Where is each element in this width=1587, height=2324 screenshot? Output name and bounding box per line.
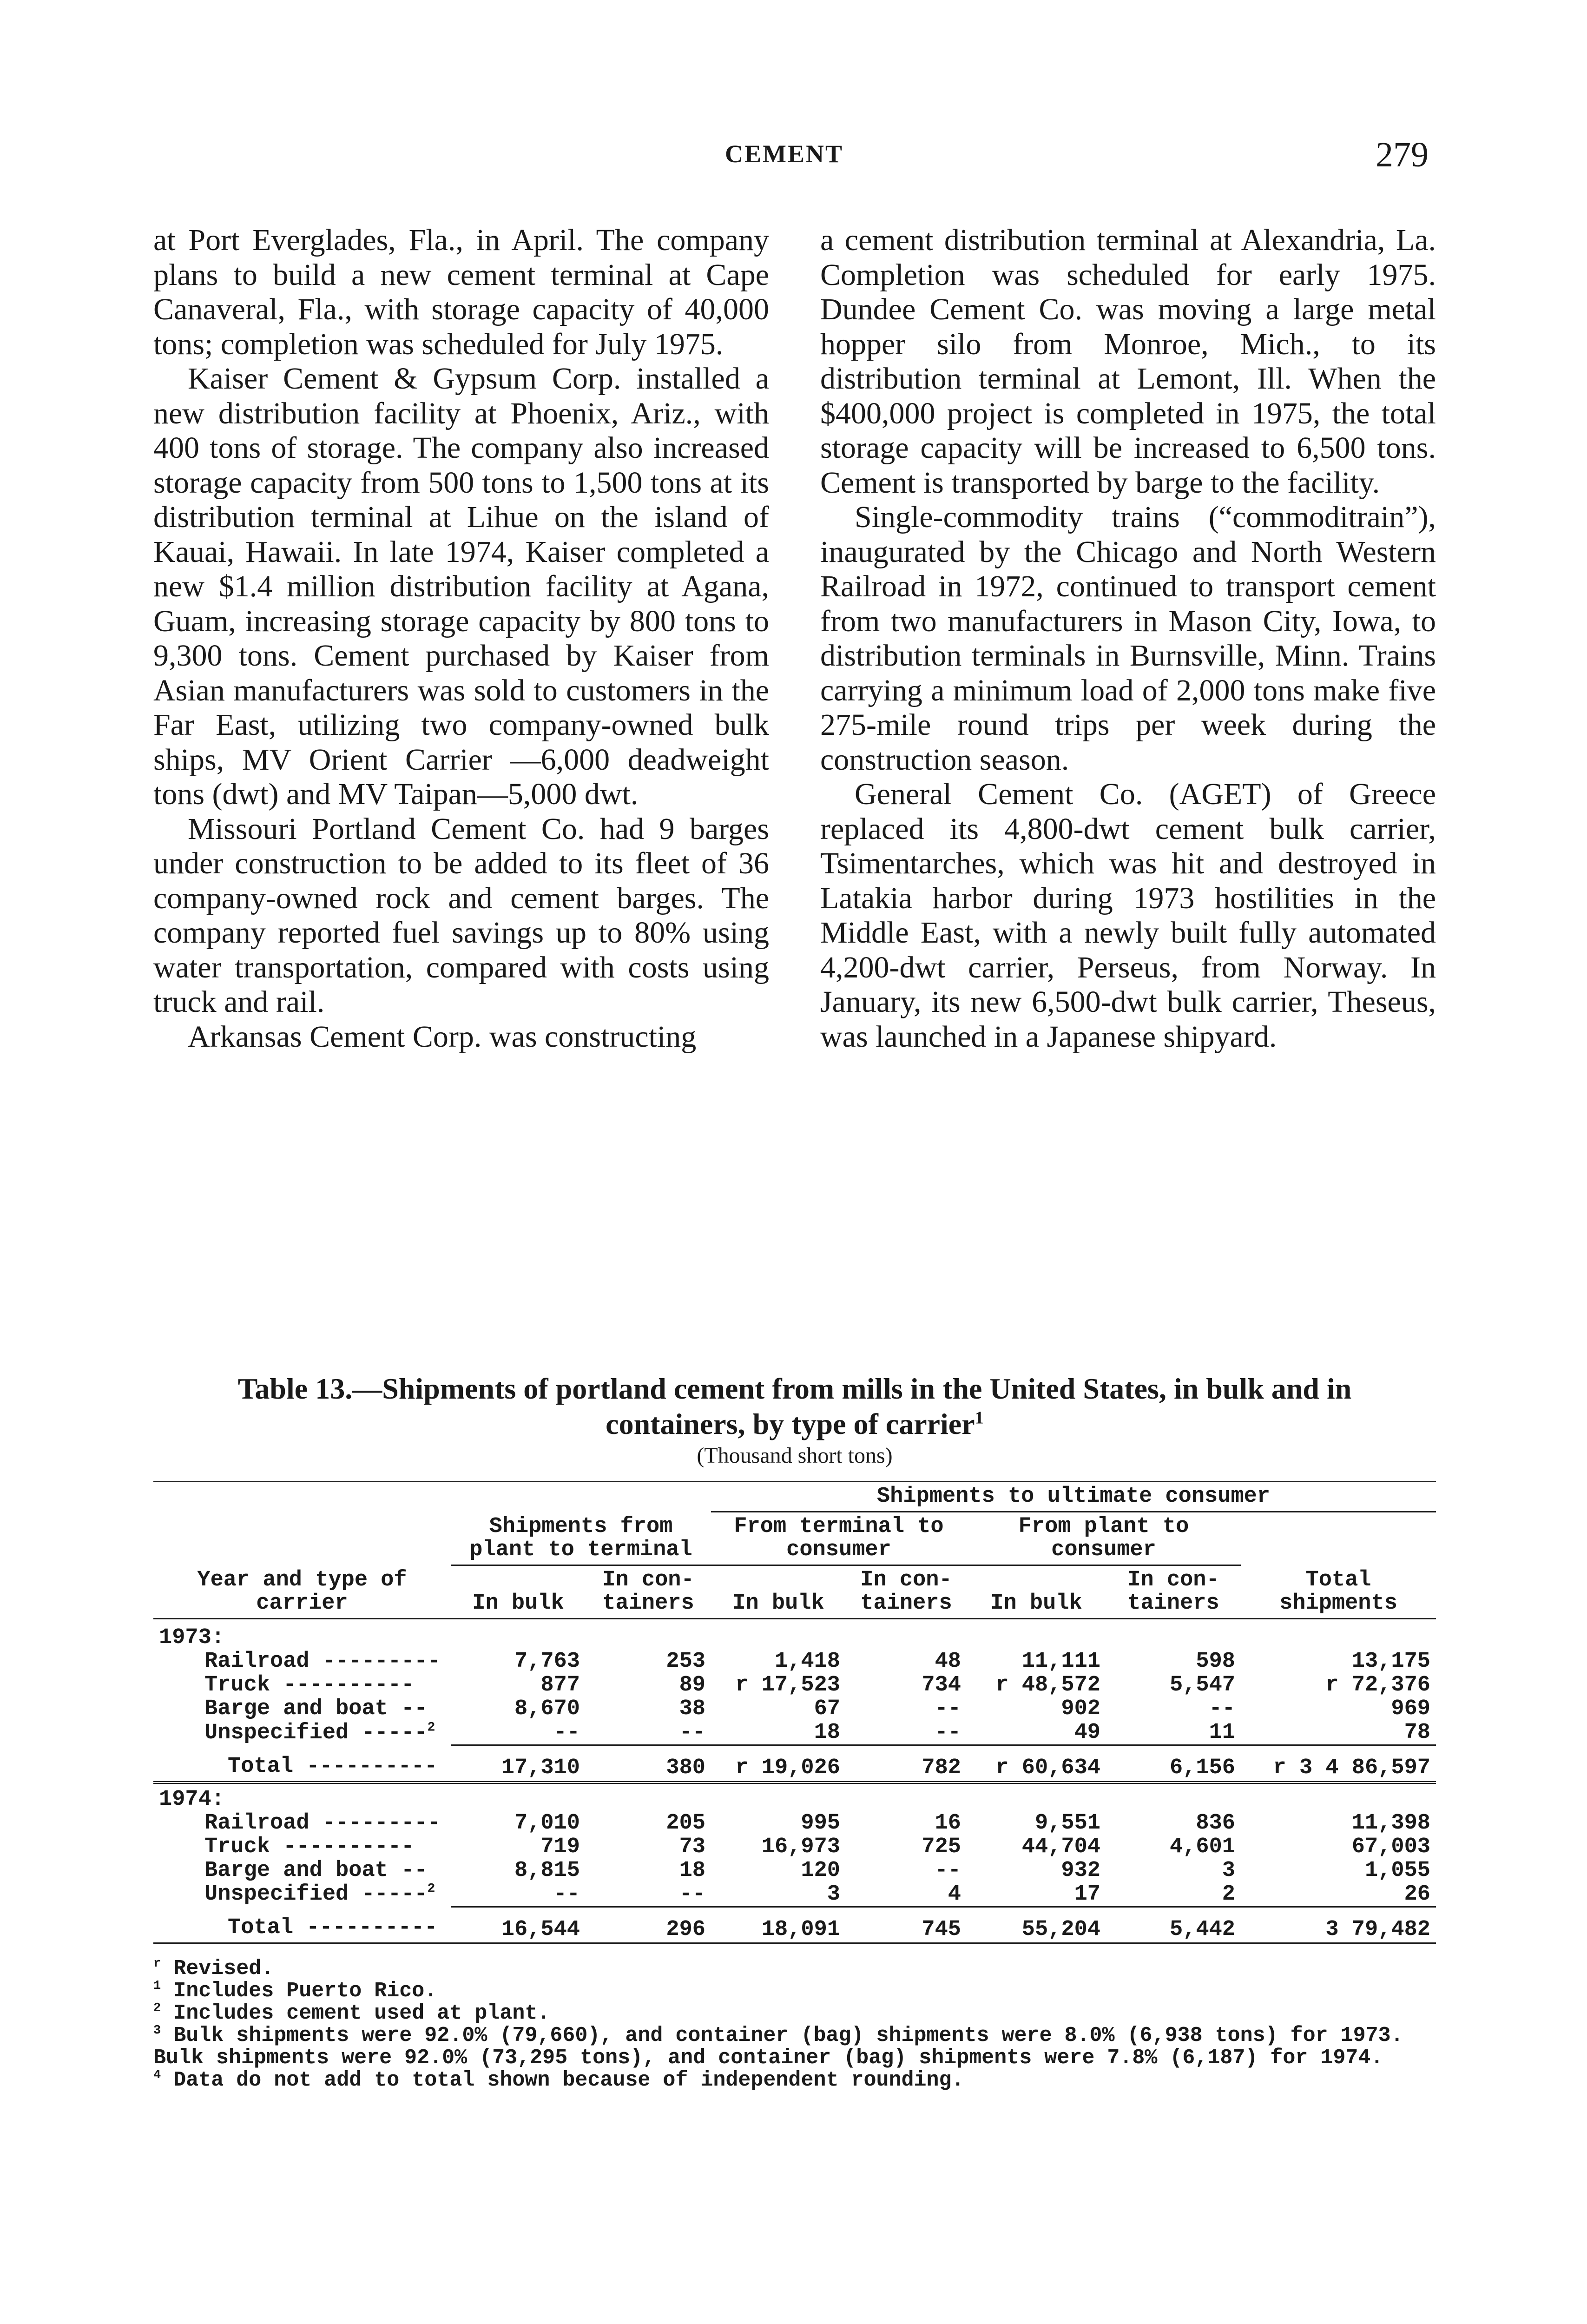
cell: 26	[1404, 1882, 1430, 1907]
year-label: 1973:	[159, 1625, 225, 1650]
row-label	[153, 1882, 451, 1907]
paragraph: at Port Everglades, Fla., in April. The company plans to build a new cement terminal at Cape Canaveral, Fla., with storage capacity of 40,000 tons; completion was scheduled for July 1975.	[153, 223, 769, 361]
footnote-text: Includes cement used at plant.	[173, 2001, 550, 2025]
total-row	[153, 1745, 1436, 1783]
cell: 3	[827, 1882, 840, 1907]
footnote-mark: r	[153, 1957, 161, 1971]
table-title	[153, 1371, 1436, 1442]
cell: 4,601	[1169, 1834, 1235, 1859]
cell: 969	[1391, 1697, 1430, 1721]
paragraph: a cement distribution terminal at Alexandria, La. Completion was scheduled for early 1975. Dundee Cement Co. was moving a large metal hopper silo from Monroe, Mich., to its distribution terminal at Lemont, Ill. When the $400,000 project is completed in 1975, the total storage capacity will be increased to 6,500 tons. Cement is transported by barge to the facility.	[820, 223, 1436, 500]
cell: 16,973	[761, 1834, 840, 1859]
cell: 11,398	[1351, 1810, 1430, 1835]
body-columns	[153, 223, 1436, 1054]
cell: 3	[1222, 1858, 1235, 1883]
row-label-text: Unspecified -----	[204, 1882, 428, 1907]
cell: 49	[1074, 1720, 1100, 1745]
row-label	[153, 1721, 451, 1745]
table-row	[153, 1721, 1436, 1745]
cell: 16,544	[451, 1907, 586, 1943]
cell: 205	[666, 1810, 705, 1835]
cell: 18	[679, 1858, 705, 1883]
cell: 1,418	[774, 1649, 840, 1674]
cell: 17	[1074, 1882, 1100, 1907]
cell: 3 79,482	[1241, 1907, 1436, 1943]
footnote-text: Data do not add to total shown because of independent rounding.	[173, 2068, 964, 2092]
paragraph: Arkansas Cement Corp. was constructing	[188, 1019, 697, 1054]
total-shipments-header: Total shipments	[1241, 1512, 1436, 1619]
cell: 55,204	[967, 1907, 1106, 1943]
cell: 902	[1061, 1697, 1100, 1721]
cell: 78	[1404, 1720, 1430, 1745]
row-label: Railroad ---------	[204, 1649, 441, 1674]
cell: 18,091	[711, 1907, 846, 1943]
cell: 877	[540, 1673, 580, 1697]
cell: --	[935, 1697, 961, 1721]
in-containers-header: In con- tainers	[1127, 1568, 1219, 1616]
ultimate-consumer-header: Shipments to ultimate consumer	[711, 1482, 1436, 1512]
row-label: Truck ----------	[204, 1834, 415, 1859]
cell: 5,547	[1169, 1673, 1235, 1697]
cell: 598	[1196, 1649, 1235, 1674]
table-13	[153, 1371, 1436, 2092]
stub-header: Year and type of carrier	[153, 1482, 451, 1619]
table-row	[153, 1673, 1436, 1697]
cell: 11	[1209, 1720, 1235, 1745]
table-row	[153, 1835, 1436, 1859]
cell: 18	[814, 1720, 840, 1745]
in-bulk-header: In bulk	[472, 1591, 564, 1616]
footnote-text: Bulk shipments were 92.0% (79,660), and container (bag) shipments were 8.0% (6,938 tons) for 1973. Bulk shipments were 92.0% (73,295 tons), and container (bag) shipments were 7.8% (6,187) for 1974.	[153, 2024, 1403, 2070]
terminal-consumer-header: From terminal to consumer	[711, 1512, 967, 1565]
table-row	[153, 1811, 1436, 1835]
paragraph: General Cement Co. (AGET) of Greece replaced its 4,800-dwt cement bulk carrier, Tsimentarches, which was hit and destroyed in Latakia harbor during 1973 hostilities in the Middle East, with a newly built fully automated 4,200-dwt carrier, Perseus, from Norway. In January, its new 6,500-dwt bulk carrier, Theseus, was launched in a Japanese shipyard.	[820, 777, 1436, 1054]
page-number: 279	[1376, 135, 1429, 174]
table-title-line2: containers, by type of carrier	[606, 1407, 975, 1440]
cell: 38	[679, 1697, 705, 1721]
cell: 7,763	[514, 1649, 580, 1674]
cell: 44,704	[1021, 1834, 1100, 1859]
cell: r 3 4 86,597	[1241, 1745, 1436, 1783]
cell: 7,010	[514, 1810, 580, 1835]
footnote-mark: 2	[427, 1882, 435, 1896]
table-row	[153, 1859, 1436, 1882]
cell: r 72,376	[1325, 1673, 1430, 1697]
cell: --	[679, 1882, 705, 1907]
footnote-mark: 1	[975, 1408, 984, 1428]
cell: r 48,572	[995, 1673, 1100, 1697]
footnote	[153, 2025, 1436, 2069]
in-bulk-header: In bulk	[990, 1591, 1082, 1616]
paragraph: Kaiser Cement & Gypsum Corp. installed a new distribution facility at Phoenix, Ariz., with 400 tons of storage. The company also increased storage capacity from 500 tons to 1,500 tons at its distribution terminal at Lihue on the island of Kauai, Hawaii. In late 1974, Kaiser completed a new $1.4 million distribution facility at Agana, Guam, increasing storage capacity by 800 tons to 9,300 tons. Cement purchased by Kaiser from Asian manufacturers was sold to customers in the Far East, utilizing two company-owned bulk ships, MV Orient Carrier —6,000 deadweight tons (dwt) and MV Taipan—5,000 dwt.	[153, 362, 769, 811]
in-containers-header: In con- tainers	[860, 1568, 952, 1616]
table-row	[153, 1882, 1436, 1907]
cell: 67	[814, 1697, 840, 1721]
cell: 725	[922, 1834, 961, 1859]
cell: 1,055	[1364, 1858, 1430, 1883]
paragraph: Single-commodity trains (“commoditrain”), inaugurated by the Chicago and North Western Railroad in 1972, continued to transport cement from two manufacturers in Mason City, Iowa, to distribution terminals in Burnsville, Minn. Trains carrying a minimum load of 2,000 tons make five 275-mile round trips per week during the construction season.	[820, 500, 1436, 777]
footnote	[153, 1980, 1436, 2002]
cell: 296	[586, 1907, 711, 1943]
row-label: Total ----------	[228, 1915, 438, 1940]
cell: 4	[948, 1882, 961, 1907]
cell: 6,156	[1106, 1745, 1241, 1783]
cell: 17,310	[451, 1745, 586, 1783]
table-footnotes	[153, 1958, 1436, 2092]
footnote-mark: 1	[153, 1979, 161, 1993]
cell: 719	[540, 1834, 580, 1859]
row-label: Barge and boat --	[204, 1697, 428, 1721]
cell: --	[553, 1882, 580, 1907]
footnote-text: Revised.	[173, 1957, 274, 1981]
table-row	[153, 1697, 1436, 1721]
cell: 745	[846, 1907, 967, 1943]
cell: 89	[679, 1673, 705, 1697]
in-containers-header: In con- tainers	[602, 1568, 694, 1616]
cell: r 19,026	[711, 1745, 846, 1783]
footnote	[153, 1958, 1436, 1980]
plant-consumer-header: From plant to consumer	[967, 1512, 1241, 1565]
footnote-mark: 2	[153, 2001, 161, 2015]
row-label: Total ----------	[228, 1754, 438, 1779]
row-label: Truck ----------	[204, 1673, 415, 1697]
cell: 253	[666, 1649, 705, 1674]
footnote-mark: 2	[427, 1720, 435, 1735]
cell: 2	[1222, 1882, 1235, 1907]
cell: 120	[801, 1858, 840, 1883]
cell: 73	[679, 1834, 705, 1859]
cell: --	[935, 1720, 961, 1745]
table-units: (Thousand short tons)	[697, 1443, 893, 1468]
in-bulk-header: In bulk	[732, 1591, 824, 1616]
cell: --	[553, 1720, 580, 1745]
cell: 995	[801, 1810, 840, 1835]
paragraph: Missouri Portland Cement Co. had 9 barges under construction to be added to its fleet of 36 company-owned rock and cement barges. The company reported fuel savings up to 80% using water transportation, compared with costs using truck and rail.	[153, 812, 769, 1019]
cell: 932	[1061, 1858, 1100, 1883]
cell: --	[679, 1720, 705, 1745]
running-head: CEMENT	[725, 140, 844, 168]
cell: 8,670	[514, 1697, 580, 1721]
cell: 5,442	[1106, 1907, 1241, 1943]
row-label: Railroad ---------	[204, 1810, 441, 1835]
cell: 836	[1196, 1810, 1235, 1835]
cell: 48	[935, 1649, 961, 1674]
cell: 13,175	[1351, 1649, 1430, 1674]
total-row	[153, 1907, 1436, 1943]
cell: 67,003	[1351, 1834, 1430, 1859]
cell: 16	[935, 1810, 961, 1835]
footnote-mark: 3	[153, 2024, 161, 2038]
footnote	[153, 2069, 1436, 2092]
row-label: Barge and boat --	[204, 1858, 428, 1883]
cell: 8,815	[514, 1858, 580, 1883]
year-label: 1974:	[159, 1787, 225, 1812]
cell: r 60,634	[967, 1745, 1106, 1783]
cell: --	[1209, 1697, 1235, 1721]
plant-terminal-header: Shipments from plant to terminal	[451, 1482, 711, 1565]
footnote	[153, 2002, 1436, 2025]
group-1973	[153, 1619, 1436, 1783]
cell: 782	[846, 1745, 967, 1783]
table-row	[153, 1650, 1436, 1673]
group-1974	[153, 1783, 1436, 1943]
cell: 380	[586, 1745, 711, 1783]
row-label-text: Unspecified -----	[204, 1720, 428, 1745]
footnote-text: Includes Puerto Rico.	[173, 1979, 437, 2003]
cell: 9,551	[1034, 1810, 1100, 1835]
cell: 11,111	[1021, 1649, 1100, 1674]
footnote-mark: 4	[153, 2068, 161, 2082]
cell: 734	[922, 1673, 961, 1697]
left-column	[153, 223, 769, 1054]
table-title-line1: Table 13.—Shipments of portland cement from mills in the United States, in bulk and in	[237, 1372, 1352, 1405]
shipments-table	[153, 1481, 1436, 1944]
cell: r 17,523	[735, 1673, 840, 1697]
cell: --	[935, 1858, 961, 1883]
right-column	[820, 223, 1436, 1054]
